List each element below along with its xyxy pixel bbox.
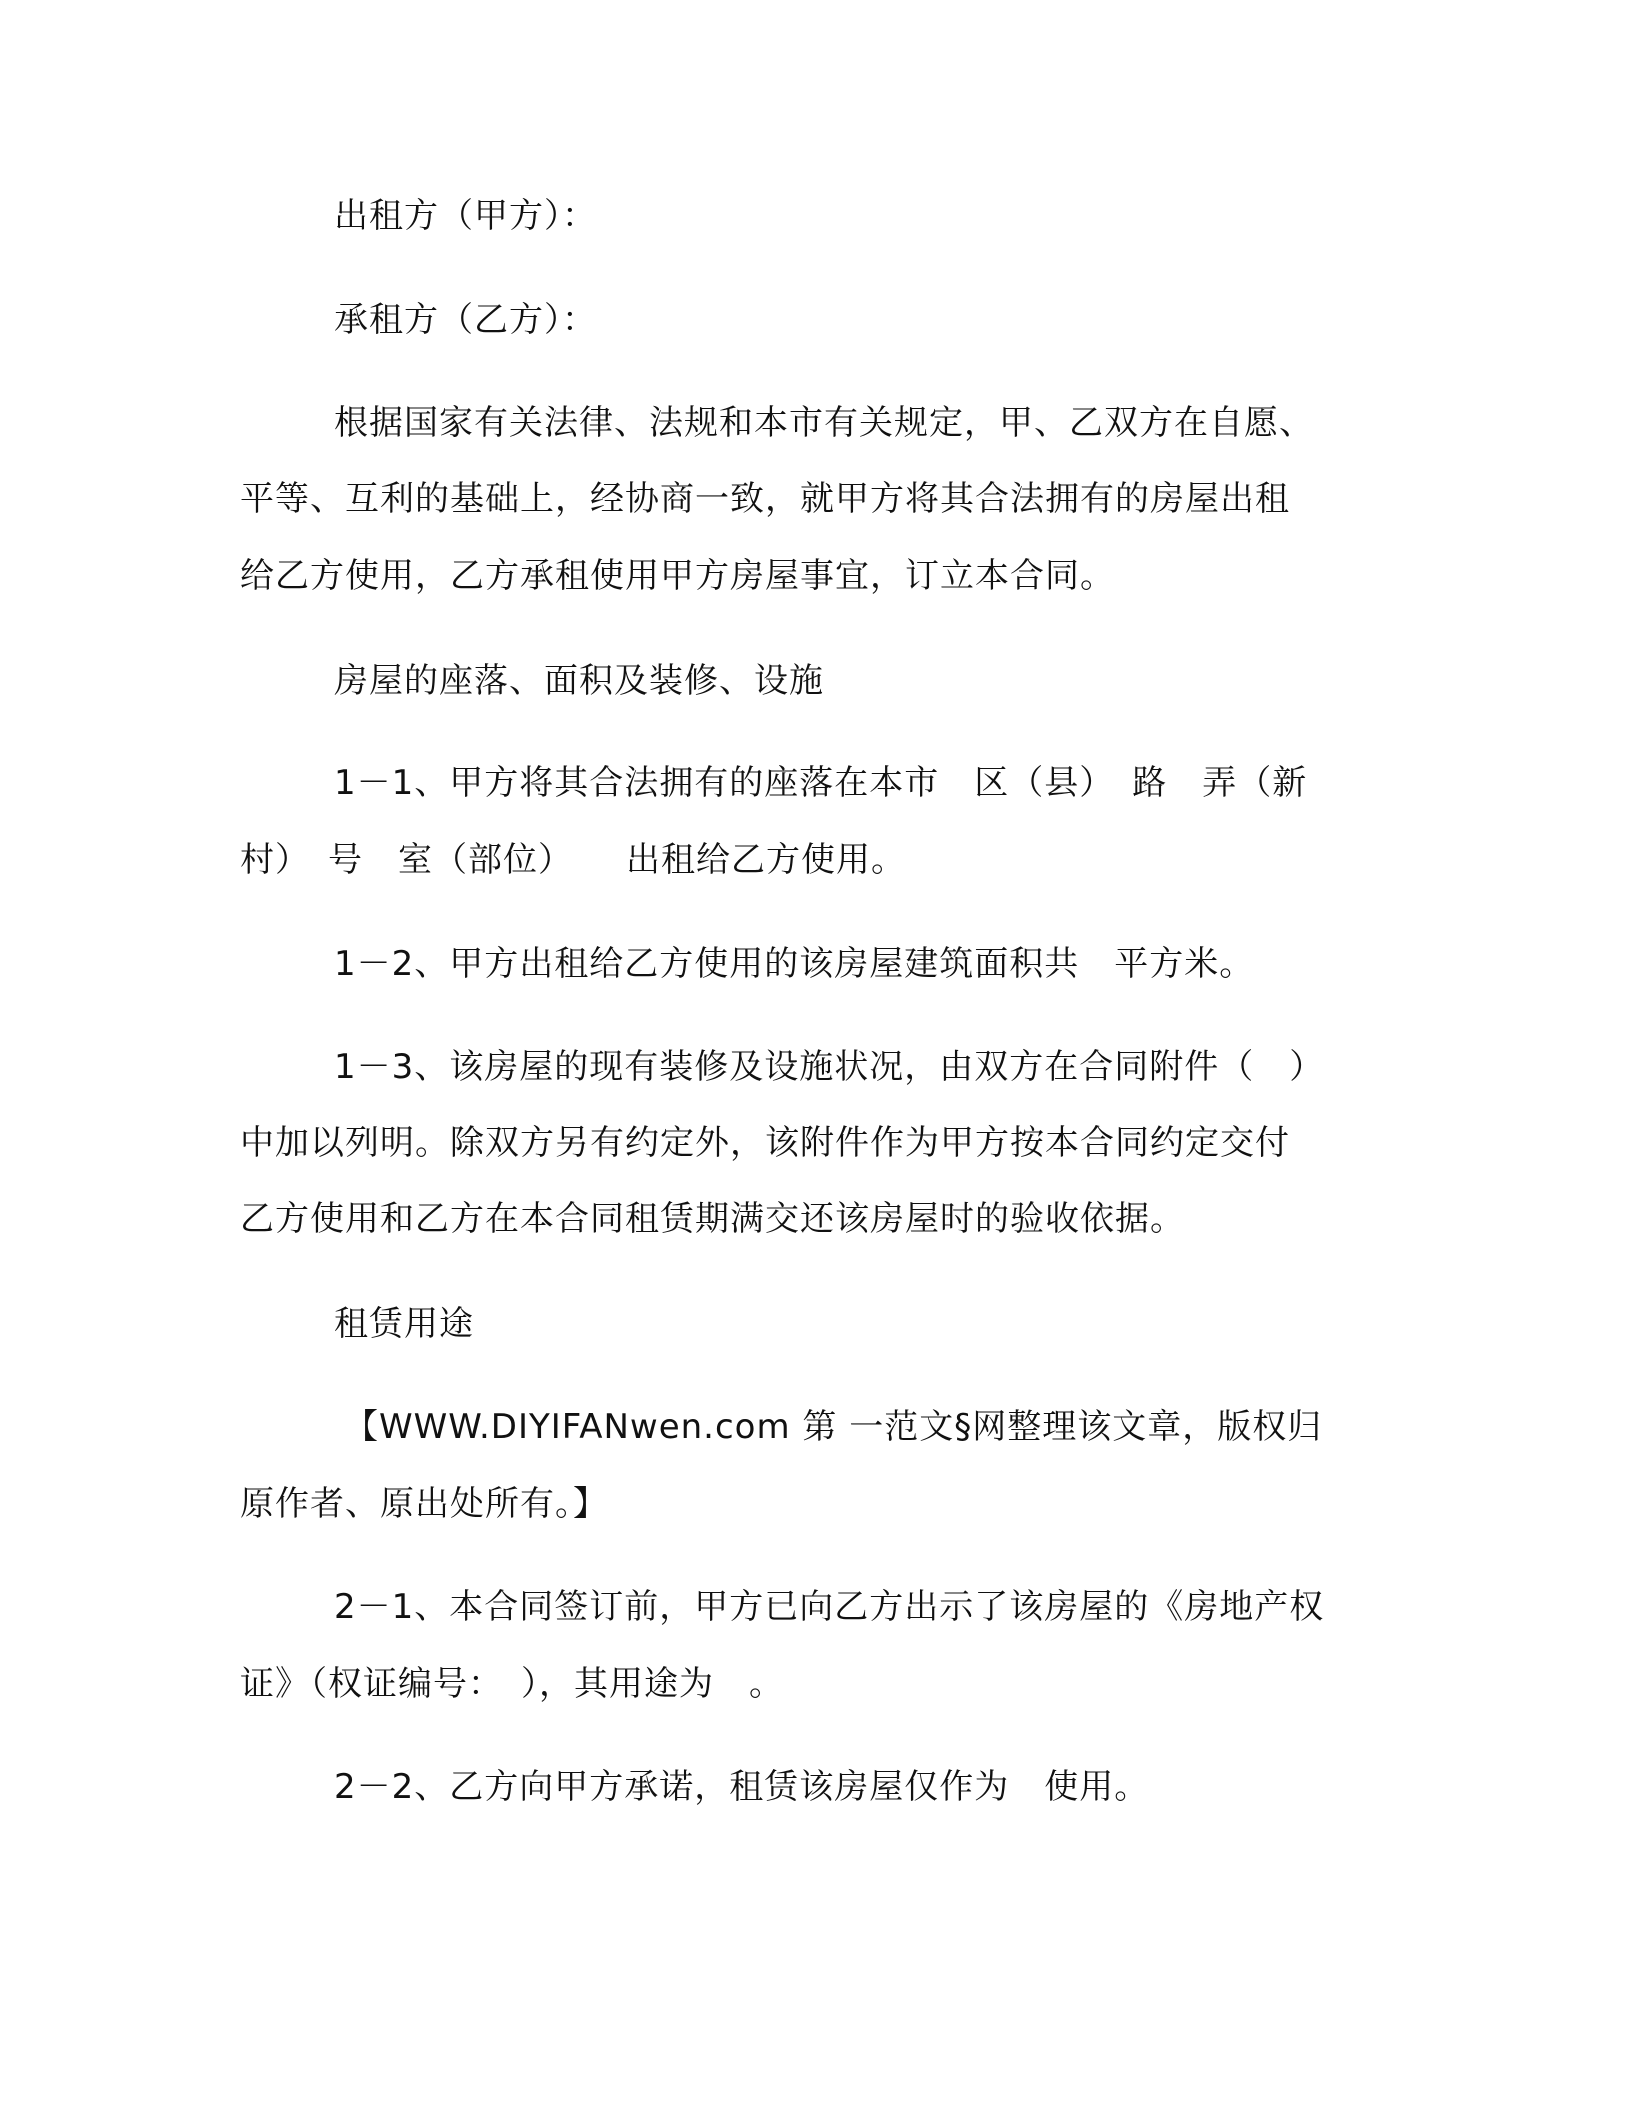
lessor-label: 出租方（甲方）：	[334, 196, 597, 236]
clause-1-1-line-2: 村） 号 室（部位） 出租给乙方使用。	[240, 840, 906, 880]
lessee-label: 承租方（乙方）：	[334, 300, 597, 340]
clause-1-1-line-1: 1－1、甲方将其合法拥有的座落在本市 区（县） 路 弄（新	[334, 763, 1308, 803]
clause-1-2: 1－2、甲方出租给乙方使用的该房屋建筑面积共 平方米。	[334, 944, 1255, 984]
clause-1-3-line-3: 乙方使用和乙方在本合同租赁期满交还该房屋时的验收依据。	[240, 1199, 1185, 1239]
preamble-line-1: 根据国家有关法律、法规和本市有关规定，甲、乙双方在自愿、	[334, 403, 1314, 443]
clause-1-3-line-2: 中加以列明。除双方另有约定外，该附件作为甲方按本合同约定交付	[240, 1123, 1290, 1163]
section-heading-premises: 房屋的座落、面积及装修、设施	[334, 661, 824, 701]
source-note-line-1: 【WWW.DIYIFANwen.com 第 一范文§网整理该文章，版权归	[344, 1407, 1323, 1447]
preamble-line-3: 给乙方使用，乙方承租使用甲方房屋事宜，订立本合同。	[240, 556, 1115, 596]
clause-2-1-line-1: 2－1、本合同签订前，甲方已向乙方出示了该房屋的《房地产权	[334, 1587, 1325, 1627]
source-note-line-2: 原作者、原出处所有。】	[240, 1484, 608, 1524]
clause-1-3-line-1: 1－3、该房屋的现有装修及设施状况，由双方在合同附件（ ）	[334, 1047, 1325, 1087]
section-heading-use: 租赁用途	[334, 1304, 474, 1344]
preamble-line-2: 平等、互利的基础上，经协商一致，就甲方将其合法拥有的房屋出租	[240, 479, 1290, 519]
clause-2-2: 2－2、乙方向甲方承诺，租赁该房屋仅作为 使用。	[334, 1767, 1150, 1807]
clause-2-1-line-2: 证》（权证编号： ），其用途为 。	[240, 1664, 784, 1704]
